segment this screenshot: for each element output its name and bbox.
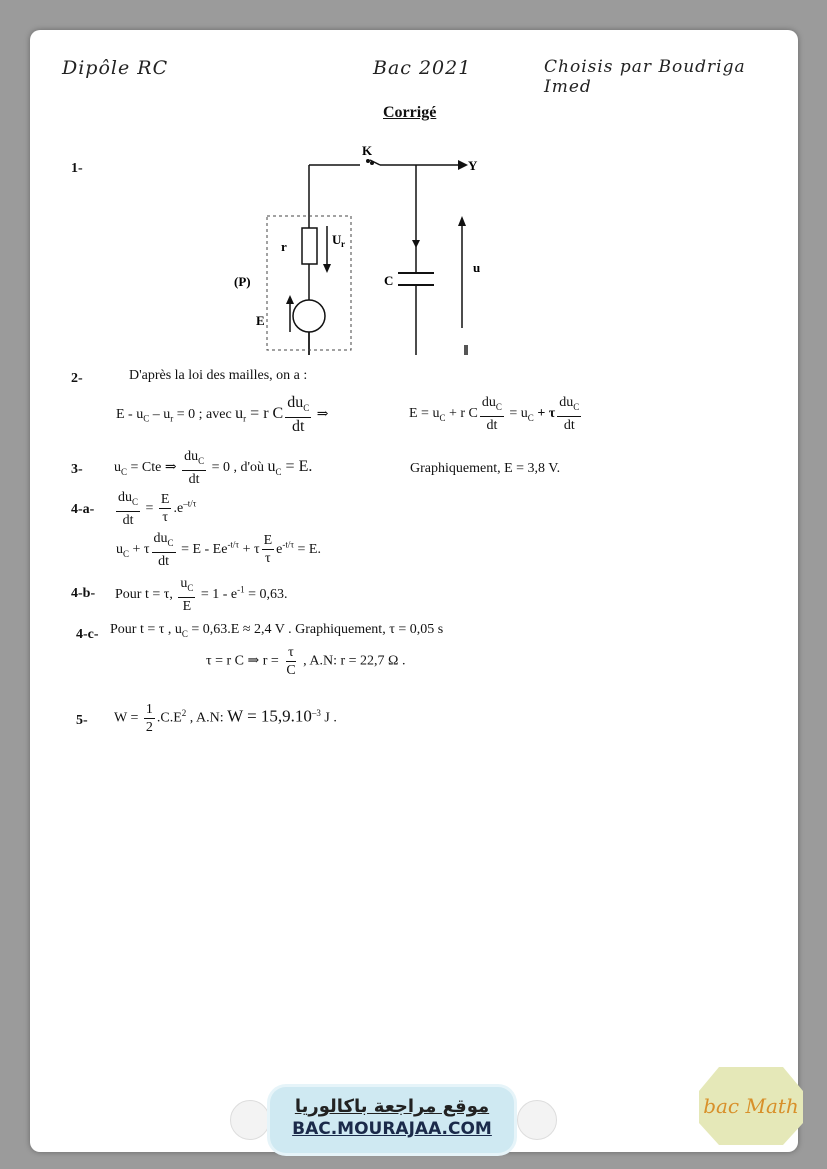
q4c-number: 4-c-	[76, 627, 99, 642]
q4c-line-1: Pour t = τ , $u_C = 0,63.E \approx 2,4$ V . Graphiquement, τ = 0,05 s	[110, 622, 444, 639]
label-e: E	[256, 313, 265, 328]
label-k: K	[362, 143, 373, 158]
q3-graph-reading: Graphiquement, E = 3,8 V.	[410, 461, 561, 476]
ground-icon	[464, 345, 468, 355]
label-c: C	[384, 273, 394, 288]
banner-url[interactable]: BAC.MOURAJAA.COM	[292, 1119, 492, 1139]
label-ur: U	[332, 232, 342, 247]
q4a-equation-1: $\frac{du_C}{dt}$ = $\frac{E}{\tau}$ $.e^{-t/\tau}$	[118, 490, 197, 528]
q2-intro: D'après la loi des mailles, on a :	[129, 368, 308, 383]
label-ur-sub: r	[341, 239, 345, 249]
banner-arabic-text: موقع مراجعة باكالوريا	[294, 1096, 490, 1117]
q4c-line-2: τ = r C ⇒ r = $\frac{\tau}{C}$ , A.N: r = 22,7 Ω .	[206, 645, 406, 678]
q4b-number: 4-b-	[71, 586, 96, 601]
q2-equation-2: $E = u_C + r$ C $\frac{du_C}{dt}$ = $u_C + \tau$ $\frac{du_C}{dt}$	[409, 395, 580, 433]
header-year: Bac 2021	[373, 57, 472, 79]
q3-equation: $u_C$ = Cte ⇒ $\frac{du_C}{dt}$ = 0 , d'où $u_C = E$.	[114, 449, 313, 487]
q3-number: 3-	[71, 462, 83, 477]
document-page	[30, 30, 798, 1152]
q2-number: 2-	[71, 371, 83, 386]
bac-math-badge-icon	[697, 1065, 805, 1147]
q4b-equation: Pour t = τ, $\frac{u_C}{E}$ = $1 - e^{-1} = 0,63$.	[115, 576, 288, 614]
q4a-equation-2: $u_C + \tau$ $\frac{du_C}{dt}$ = $E - Ee^{-t/\tau} + \tau$ $\frac{E}{\tau}$ $e^{-t/\tau} = E$.	[116, 531, 321, 569]
label-p: (P)	[234, 274, 251, 289]
site-banner[interactable]	[270, 1087, 514, 1153]
header-subject: Dipôle RC	[62, 57, 169, 79]
site-logo-right-icon	[517, 1100, 557, 1140]
badge-text: bac Math	[703, 1094, 799, 1118]
q5-equation: W = $\frac{1}{2}$ $.C.E^2$ , A.N: $W = 15,9.10^{-3}$ J .	[114, 702, 337, 735]
label-r: r	[281, 239, 287, 254]
q1-number: 1-	[71, 161, 83, 176]
header-author: Choisis par Boudriga Imed	[544, 57, 746, 97]
q2-equation-1: $E - u_C - u_r = 0$ ; avec $u_r = r$ C $\frac{du_C}{dt}$ ⇒	[116, 394, 329, 436]
page-title: Corrigé	[383, 104, 437, 121]
resistor-icon	[302, 228, 317, 264]
rc-circuit-diagram	[220, 140, 480, 355]
q4a-number: 4-a-	[71, 502, 95, 517]
label-uc: u	[473, 260, 480, 275]
generator-icon	[293, 300, 325, 332]
label-y: Y	[468, 158, 478, 173]
site-logo-left-icon	[230, 1100, 270, 1140]
q5-number: 5-	[76, 713, 88, 728]
